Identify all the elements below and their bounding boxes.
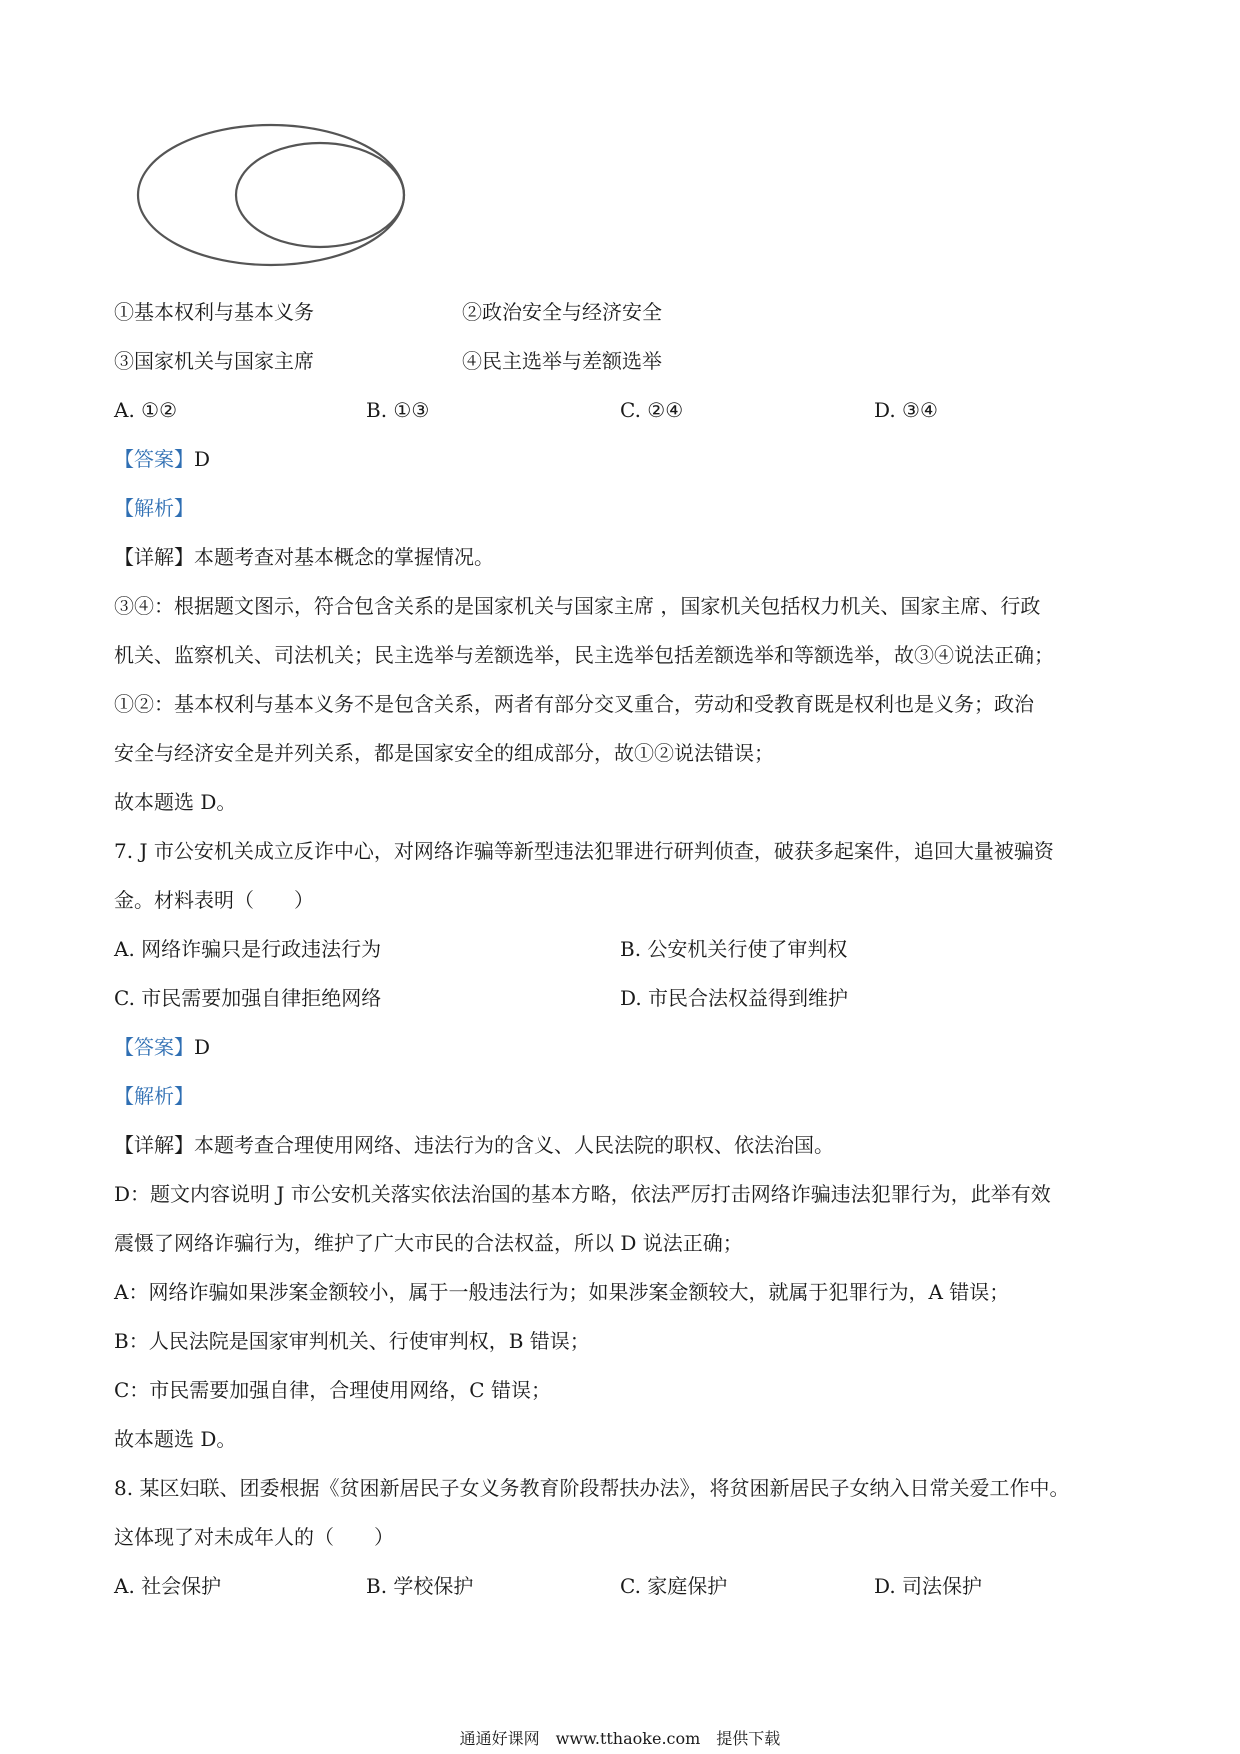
q6-answer	[114, 445, 210, 473]
q7-detail	[114, 1131, 834, 1159]
q7-stem-line: 7. J 市公安机关成立反诈中心，对网络诈骗等新型违法犯罪进行研判侦查，破获多起案件，追回大量被骗资	[114, 839, 1054, 863]
q6-explain-line: 故本题选 D。	[114, 790, 237, 814]
inner-ellipse	[236, 143, 404, 247]
q7-stem-line: 金。材料表明（ ）	[114, 888, 314, 912]
q7-explain-line: B：人民法院是国家审判机关、行使审判权，B 错误；	[114, 1329, 590, 1353]
q8-stem-line: 这体现了对未成年人的（ ）	[114, 1525, 394, 1549]
q8-stem-line: 8. 某区妇联、团委根据《贫困新居民子女义务教育阶段帮扶办法》，将贫困新居民子女纳入日常关爱工作中。	[114, 1476, 1070, 1500]
q7-option-a: A. 网络诈骗只是行政违法行为	[114, 937, 382, 961]
q6-item-3: ③国家机关与国家主席	[114, 349, 314, 373]
q6-item-4: ④民主选举与差额选举	[462, 349, 662, 373]
detail-tag: 【详解】	[114, 1133, 194, 1157]
answer-tag: 【答案】	[114, 447, 194, 471]
detail-tag: 【详解】	[114, 545, 194, 569]
q7-option-b: B. 公安机关行使了审判权	[620, 937, 848, 961]
q6-option-d: D. ③④	[874, 398, 938, 422]
analysis-tag: 【解析】	[114, 1084, 194, 1108]
answer-value: D	[194, 447, 211, 471]
q6-item-1: ①基本权利与基本义务	[114, 300, 314, 324]
answer-tag: 【答案】	[114, 1035, 194, 1059]
q6-analysis-tag	[114, 494, 194, 522]
q8-option-c: C. 家庭保护	[620, 1574, 728, 1598]
footer-watermark: 通通好课网 www.tthaoke.com 提供下载	[459, 1729, 781, 1748]
q6-explain-line: ③④：根据题文图示，符合包含关系的是国家机关与国家主席 ，国家机关包括权力机关、国家主席、行政	[114, 594, 1041, 618]
q7-explain-line: D：题文内容说明 J 市公安机关落实依法治国的基本方略，依法严厉打击网络诈骗违法犯罪行为，此举有效	[114, 1182, 1051, 1206]
q7-option-c: C. 市民需要加强自律拒绝网络	[114, 986, 382, 1010]
q6-explain-line: 安全与经济安全是并列关系，都是国家安全的组成部分，故①②说法错误；	[114, 741, 774, 765]
q6-option-c: C. ②④	[620, 398, 684, 422]
q7-analysis-tag	[114, 1082, 194, 1110]
answer-value: D	[194, 1035, 211, 1059]
analysis-tag: 【解析】	[114, 496, 194, 520]
containment-diagram	[130, 120, 430, 280]
q6-option-a: A. ①②	[114, 398, 178, 422]
q7-explain-line: 震慑了网络诈骗行为，维护了广大市民的合法权益，所以 D 说法正确；	[114, 1231, 743, 1255]
q6-item-2: ②政治安全与经济安全	[462, 300, 662, 324]
q6-option-b: B. ①③	[366, 398, 430, 422]
q7-explain-line: C：市民需要加强自律，合理使用网络，C 错误；	[114, 1378, 551, 1402]
q8-option-a: A. 社会保护	[114, 1574, 222, 1598]
outer-ellipse	[138, 125, 404, 265]
q8-option-d: D. 司法保护	[874, 1574, 983, 1598]
q6-explain-line: ①②：基本权利与基本义务不是包含关系，两者有部分交叉重合，劳动和受教育既是权利也是义务；政治	[114, 692, 1034, 716]
q7-explain-line: A：网络诈骗如果涉案金额较小，属于一般违法行为；如果涉案金额较大，就属于犯罪行为，A 错误；	[114, 1280, 1010, 1304]
q6-explain-line: 机关、监察机关、司法机关；民主选举与差额选举，民主选举包括差额选举和等额选举，故③④说法正确；	[114, 643, 1054, 667]
q7-answer	[114, 1033, 210, 1061]
q7-explain-line: 故本题选 D。	[114, 1427, 237, 1451]
q6-detail	[114, 543, 494, 571]
detail-text: 本题考查合理使用网络、违法行为的含义、人民法院的职权、依法治国。	[194, 1133, 834, 1157]
q7-option-d: D. 市民合法权益得到维护	[620, 986, 849, 1010]
detail-text: 本题考查对基本概念的掌握情况。	[194, 545, 494, 569]
q8-option-b: B. 学校保护	[366, 1574, 474, 1598]
